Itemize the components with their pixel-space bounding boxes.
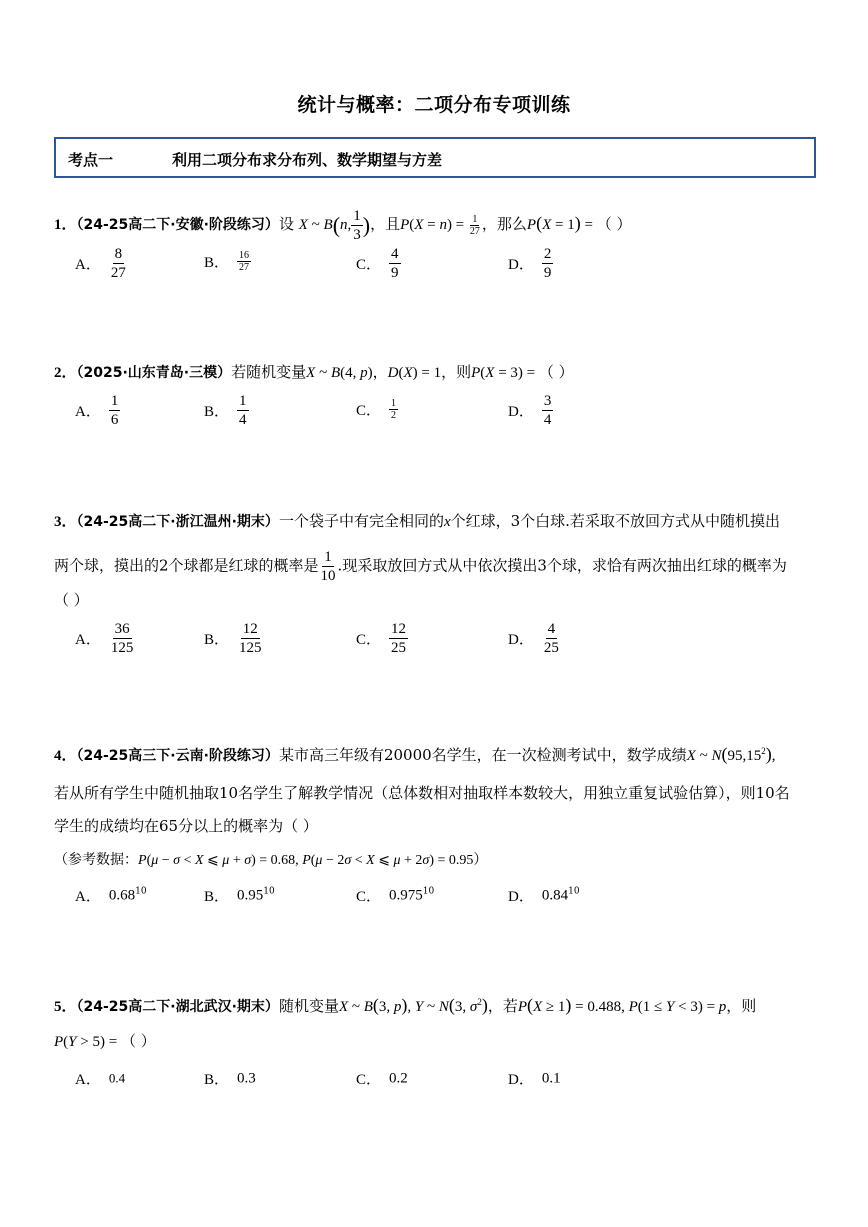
question-4-line-3: 学生的成绩均在65分以上的概率为（ ） — [54, 817, 318, 835]
stem-text: ，则 — [441, 363, 472, 381]
question-source: （2025·山东青岛·三模） — [76, 365, 232, 381]
section-subtitle: 利用二项分布求分布列、数学期望与方差 — [172, 151, 443, 169]
question-number: 2． — [54, 365, 77, 381]
question-3-stem — [54, 511, 780, 532]
stem-text: ，那么 — [481, 214, 527, 233]
question-1-stem — [54, 207, 631, 244]
stem-text: 设 — [278, 214, 294, 233]
math-expression: X ~ B(3, p), Y ~ N(3, $\sigma^2$) — [338, 995, 488, 1015]
option-a[interactable]: A． 0.4 — [75, 1070, 126, 1088]
math-expression: x — [443, 514, 451, 530]
question-number: 4． — [54, 748, 77, 764]
stem-text: ，则 — [726, 997, 757, 1015]
math-expression: D(X) = 1 — [387, 365, 442, 381]
option-b[interactable]: B． 0.95$^{10}$ — [204, 886, 275, 905]
option-b[interactable]: B． $\frac{12}{125}$ — [204, 621, 262, 656]
math-expression: P(X = n) = $\frac{1}{27}$ — [400, 214, 480, 237]
option-c[interactable]: C． $\frac{1}{2}$ — [356, 398, 397, 421]
option-b[interactable]: B． $\frac{16}{27}$ — [204, 250, 250, 273]
stem-text: 某市高三年级有20000名学生，在一次检测考试中，数学成绩 — [278, 746, 687, 764]
stem-text: （ ） — [538, 363, 574, 381]
option-b[interactable]: B． 0.3 — [204, 1070, 256, 1088]
option-d[interactable]: D． 0.84$^{10}$ — [508, 886, 580, 905]
question-5-stem — [54, 992, 756, 1017]
question-source: （24-25高二下·湖北武汉·期末） — [76, 999, 279, 1015]
option-c[interactable]: C． 0.2 — [356, 1070, 408, 1088]
option-c[interactable]: C． 0.975$^{10}$ — [356, 886, 435, 905]
question-number: 1． — [54, 216, 77, 233]
option-c[interactable]: C． $\frac{12}{25}$ — [356, 621, 407, 656]
option-a[interactable]: A． $\frac{1}{6}$ — [75, 393, 119, 428]
math-expression: P(X = 3) = — [471, 365, 539, 381]
option-d[interactable]: D． $\frac{3}{4}$ — [508, 393, 552, 428]
stem-text: 若随机变量 — [231, 363, 307, 381]
math-expression: P(X = 1) = — [526, 212, 597, 233]
section-label: 考点一 — [68, 151, 114, 169]
option-b[interactable]: B． $\frac{1}{4}$ — [204, 393, 247, 428]
stem-text: 随机变量 — [278, 997, 339, 1015]
math-expression: X ~ N(95,15$^2$), — [686, 744, 776, 764]
stem-text: （ ） — [596, 214, 632, 233]
question-4-stem — [54, 741, 775, 766]
option-a[interactable]: A． $\frac{36}{125}$ — [75, 621, 134, 656]
question-source: （24-25高三下·云南·阶段练习） — [76, 748, 279, 764]
question-3-line-3: （ ） — [54, 591, 89, 609]
math-expression: P(μ − σ < X ⩽ μ + σ) = 0.68, P(μ − 2σ < X ⩽ μ + 2σ) = 0.95 — [138, 853, 474, 868]
math-expression: P(X ≥ 1) = 0.488, P(1 ≤ Y < 3) = p — [517, 995, 727, 1015]
section-header — [54, 137, 816, 178]
math-expression: X ~ B(n, $\frac{1}{3}$ ) — [298, 208, 371, 243]
reference-data: （参考数据：P(μ − σ < X ⩽ μ + σ) = 0.68, P(μ − 2σ < X ⩽ μ + 2σ) = 0.95） — [54, 852, 488, 868]
stem-text: ，若 — [487, 997, 518, 1015]
option-c[interactable]: C． $\frac{4}{9}$ — [356, 246, 399, 281]
question-5-line-2: P(Y > 5) = （ ） — [54, 1032, 156, 1050]
question-4-line-2: 若从所有学生中随机抽取10名学生了解教学情况（总体数相对抽取样本数较大，用独立重复试验估算），则10名 — [54, 784, 790, 802]
option-d[interactable]: D． $\frac{2}{9}$ — [508, 246, 552, 281]
question-3-line-2: 两个球，摸出的2个球都是红球的概率是 $\frac{1}{10}$ .现采取放回方式从中依次摸出3个球，求恰有两次抽出红球的概率为 — [54, 549, 787, 584]
stem-text: ，且 — [370, 214, 401, 233]
option-a[interactable]: A． 0.68$^{10}$ — [75, 886, 147, 905]
option-d[interactable]: D． 0.1 — [508, 1070, 561, 1088]
question-source: （24-25高二下·安徽·阶段练习） — [76, 216, 279, 233]
stem-text: 个红球，3个白球.若采取不放回方式从中随机摸出 — [450, 512, 780, 530]
option-d[interactable]: D． $\frac{4}{25}$ — [508, 621, 559, 656]
stem-text: 一个袋子中有完全相同的 — [278, 512, 444, 530]
question-source: （24-25高二下·浙江温州·期末） — [76, 514, 279, 530]
question-2-stem — [54, 362, 574, 383]
question-number: 3． — [54, 514, 77, 530]
page-title: 统计与概率：二项分布专项训练 — [297, 94, 571, 116]
question-number: 5． — [54, 999, 77, 1015]
math-expression: X ~ B(4, p) — [306, 365, 373, 381]
stem-text: ， — [372, 363, 388, 381]
option-a[interactable]: A． $\frac{8}{27}$ — [75, 246, 126, 281]
math-expression: P(Y > 5) = — [54, 1034, 121, 1050]
